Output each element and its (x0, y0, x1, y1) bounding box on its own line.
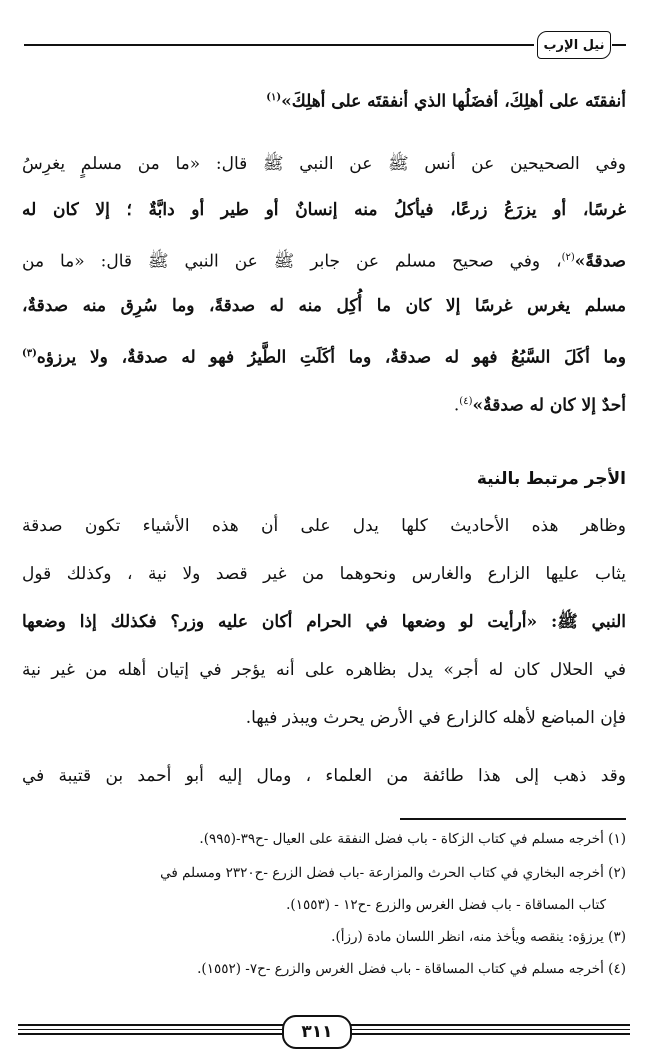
footnote-ref-2: (٢) (561, 252, 575, 263)
running-title: نيل الإرب (537, 31, 611, 59)
body-line-6: وما أكَلَ السَّبُعُ فهو له صدقةٌ، وما أكَلَتِ الطَّيرُ فهو له صدقةٌ، ولا يرزؤه$^{(٣)}$ (22, 347, 626, 368)
section-heading: الأجر مرتبط بالنية (476, 469, 626, 489)
footnote-2-continued: كتاب المساقاة - باب فضل الغرس والزرع -ح١٢ - (١٥٥٣). (286, 897, 606, 913)
header-rule-left (24, 44, 534, 46)
section-line-5: فإن المباضع لأهله كالزارع في الأرض يحرث ويبذر فيها. (245, 708, 626, 728)
footnote-4: (٤) أخرجه مسلم في كتاب المساقاة - باب فضل الغرس والزرع -ح٧- (١٥٥٢). (197, 961, 626, 977)
footnote-ref-1: (١) (266, 92, 282, 103)
body-line-7: أحدٌ إلا كان له صدقةٌ»$^{(٤)}$. (453, 395, 626, 416)
footnote-1: (١) أخرجه مسلم في كتاب الزكاة - باب فضل النفقة على العيال -ح٣٩-(٩٩٥). (199, 831, 626, 847)
body-line-3: غرسًا، أو يزرَعُ زرعًا، فيأكلُ منه إنسانٌ أو طير أو دابَّةٌ ؛ إلا كان له (22, 200, 626, 220)
body-line-1: أنفقتَه على أهلِكَ، أفضَلُها الذي أنفقتَه على أهلِكَ»$^{(١)}$ (266, 91, 626, 112)
footnote-ref-4: (٤) (459, 396, 473, 407)
footnote-3: (٣) يرزؤه: ينقصه ويأخذ منه، انظر اللسان مادة (رزأ). (331, 929, 626, 945)
body-line-2: وفي الصحيحين عن أنس ﷺ عن النبي ﷺ قال: «ما من مسلمٍ يغرِسُ (22, 154, 626, 174)
section-line-3: النبي ﷺ: «أرأيت لو وضعها في الحرام أكان عليه وزر؟ فكذلك إذا وضعها (22, 612, 626, 632)
body-line-4: صدقةً»$^{(٢)}$، وفي صحيح مسلم عن جابر ﷺ عن النبي ﷺ قال: «ما من (22, 251, 626, 272)
footnote-ref-3: (٣) (22, 348, 37, 359)
body-line-5: مسلم يغرس غرسًا إلا كان ما أُكِل منه له صدقةً، وما سُرِق منه صدقةٌ، (22, 296, 626, 316)
section-line-2: يثاب عليها الزارع والغارس ونحوهما من غير قصد ولا نية ، وكذلك قول (22, 564, 626, 584)
section-line-6: وقد ذهب إلى هذا طائفة من العلماء ، ومال إليه أبو أحمد بن قتيبة في (22, 766, 626, 786)
footnote-separator (400, 818, 626, 820)
page-number: ٣١١ (282, 1015, 352, 1049)
section-line-4: في الحلال كان له أجر» يدل بظاهره على أنه يؤجر في إتيان أهله من غير نية (22, 660, 626, 680)
footnote-2: (٢) أخرجه البخاري في كتاب الحرث والمزارعة -باب فضل الزرع -ح٢٣٢٠ ومسلم في (160, 865, 626, 881)
section-line-1: وظاهر هذه الأحاديث كلها يدل على أن هذه الأشياء تكون صدقة (22, 516, 626, 536)
header-rule-right (612, 44, 626, 46)
